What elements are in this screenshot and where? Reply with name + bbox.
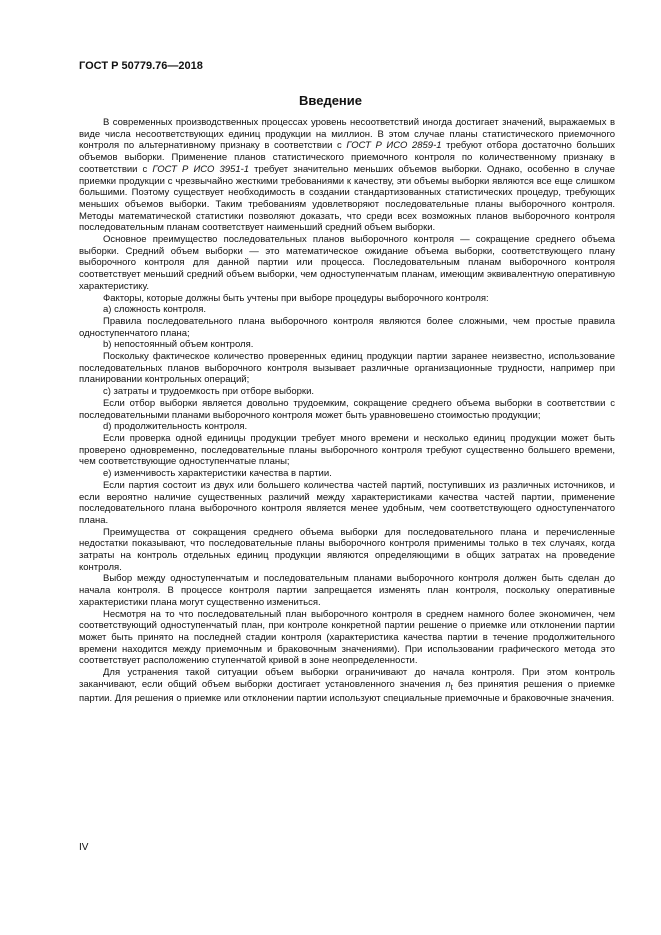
list-item-e: e) изменчивость характеристики качества в партии. xyxy=(103,468,332,480)
paragraph-applicability: Преимущества от сокращения среднего объема выборки для последовательного плана и перечисленные недостатки показывают, что последовательные планы выборочного контроля применимы только в тех случаях, когда затраты на контроль отдельных единиц продукции являются определяющими в общих затратах на проведение контроля. xyxy=(79,526,615,573)
paragraph-e-detail: Если партия состоит из двух или большего количества частей партий, поступивших из различных источников, и если вероятно наличие существенных различий между характеристиками качества частей партии, применение последовательного плана выборочного контроля является менее удобным, чем соответствующего одноступенчатого плана. xyxy=(79,479,615,526)
paragraph-intro: В современных производственных процессах уровень несоответствий иногда достигает значений, выражаемых в виде числа несоответствующих единиц продукции на миллион. В этом случае планы статистического приемочного контроля по альтернативному признаку в соответствии с ГОСТ Р ИСО 2859-1 требуют отбора достаточно больших объемов выборки. Применение планов статистического приемочного контроля по количественному признаку в соответствии с ГОСТ Р ИСО 3951-1 требует значительно меньших объемов выборки. Однако, особенно в случае приемки продукции с чрезвычайно жесткими требованиями к качеству, эти объемы выборки являются все еще слишком большими. Поэтому существует необходимость в создании стандартизованных статистических процедур, требующих меньших объемов выборки. Таким требованиям удовлетворяют последовательные планы выборочного контроля. Методы математической статистики позволяют доказать, что среди всех возможных планов выборочного контроля последовательным планам соответствует наименьший средний объем выборки. xyxy=(79,117,616,234)
list-item-b: b) непостоянный объем контроля. xyxy=(103,339,254,351)
paragraph-c-detail: Если отбор выборки является довольно трудоемким, сокращение среднего объема выборки в соответствии с последовательными планами выборочного контроля может быть уравновешено стоимостью продукции; xyxy=(79,397,615,421)
paragraph-advantage: Основное преимущество последовательных планов выборочного контроля — сокращение среднего объема выборки. Средний объем выборки — это математическое ожидание объема выборки, соответствующего плану выборочного контроля для данной партии или процесса. Последовательным планам выборочного контроля соответствует меньший средний объем выборки, чем одноступенчатым планам, имеющим эквивалентную оперативную характеристику. xyxy=(79,234,615,292)
document-id: ГОСТ Р 50779.76—2018 xyxy=(79,60,203,72)
section-title: Введение xyxy=(299,93,362,108)
paragraph-factors-intro: Факторы, которые должны быть учтены при выборе процедуры выборочного контроля: xyxy=(103,292,489,304)
list-item-d: d) продолжительность контроля. xyxy=(103,421,248,433)
truncation-text-end: без принятия решения о приемке партии. Для решения о приемке или отклонении партии используют специальные приемочные и браковочные значения. xyxy=(79,678,616,705)
paragraph-a-detail: Правила последовательного плана выборочного контроля являются более сложными, чем простые правила одноступенчатого плана; xyxy=(79,315,615,339)
truncation-text-start: Для устранения такой ситуации объем выборки ограничивают до начала контроля. При этом контроль заканчивают, если общий объем выборки достигает установленного значения n xyxy=(79,667,615,690)
paragraph-uncertainty: Несмотря на то что последовательный план выборочного контроля в среднем намного более экономичен, чем соответствующий одноступенчатый план, при контроле конкретной партии решение о приемке или отклонении партии может быть принято на последней стадии контроля (характеристика качества партии в течение продолжительного времени находится между приемочным и браковочным значениями). При использовании графического метода это соответствует расположению ступенчатой кривой в зоне неопределенности. xyxy=(79,608,615,667)
paragraph-truncation xyxy=(79,667,615,705)
page-number: IV xyxy=(79,842,89,853)
list-item-a: а) сложность контроля. xyxy=(103,304,207,316)
paragraph-b-detail: Поскольку фактическое количество проверенных единиц продукции партии заранее неизвестно, использование последовательных планов выборочного контроля вызывает различные организационные трудности, например при планировании контрольных операций; xyxy=(79,351,615,386)
document-body xyxy=(79,117,615,705)
paragraph-d-detail: Если проверка одной единицы продукции требует много времени и несколько единиц продукции может быть проверено одновременно, последовательные планы выборочного контроля требуют существенно большего времени, чем соответствующие одноступенчатые планы; xyxy=(79,432,615,468)
list-item-c: c) затраты и трудоемкость при отборе выборки. xyxy=(103,386,315,398)
paragraph-choice: Выбор между одноступенчатым и последовательным планами выборочного контроля должен быть сделан до начала контроля. В процессе контроля партии запрещается изменять план контроля, поскольку оперативные характеристики плана могут существенно измениться. xyxy=(79,573,615,608)
subscript-t: t xyxy=(450,682,453,692)
